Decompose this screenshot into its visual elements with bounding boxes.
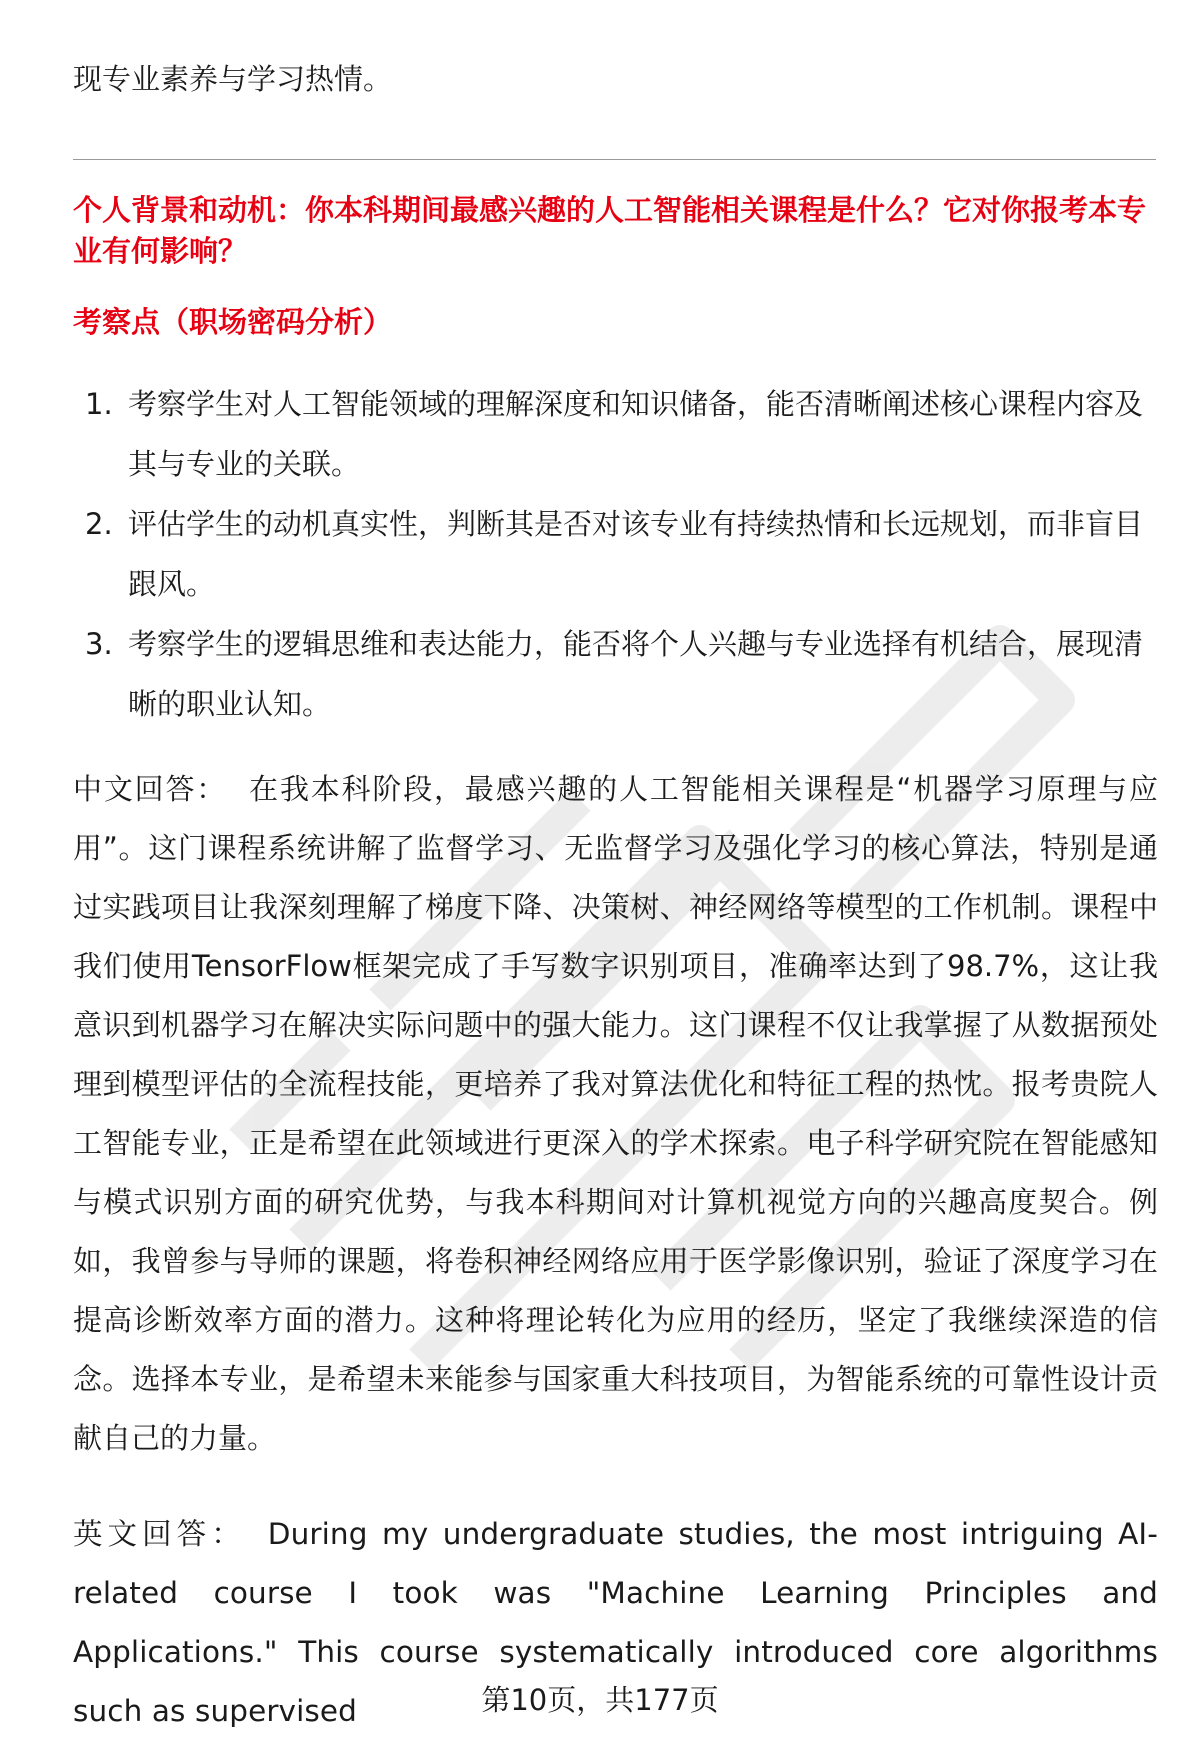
exam-points-list bbox=[73, 374, 1158, 734]
list-item-text: 考察学生的逻辑思维和表达能力，能否将个人兴趣与专业选择有机结合，展现清晰的职业认知。 bbox=[128, 627, 1144, 721]
section-divider bbox=[73, 159, 1156, 160]
chinese-answer-text: 在我本科阶段，最感兴趣的人工智能相关课程是“机器学习原理与应用”。这门课程系统讲解了监督学习、无监督学习及强化学习的核心算法，特别是通过实践项目让我深刻理解了梯度下降、决策树、神经网络等模型的工作机制。课程中我们使用TensorFlow框架完成了手写数字识别项目，准确率达到了98.7%，这让我意识到机器学习在解决实际问题中的强大能力。这门课程不仅让我掌握了从数据预处理到模型评估的全流程技能，更培养了我对算法优化和特征工程的热忱。报考贵院人工智能专业，正是希望在此领域进行更深入的学术探索。电子科学研究院在智能感知与模式识别方面的研究优势，与我本科期间对计算机视觉方向的兴趣高度契合。例如，我曾参与导师的课题，将卷积神经网络应用于医学影像识别，验证了深度学习在提高诊断效率方面的潜力。这种将理论转化为应用的经历，坚定了我继续深造的信念。选择本专业，是希望未来能参与国家重大科技项目，为智能系统的可靠性设计贡献自己的力量。 bbox=[73, 772, 1158, 1455]
list-item bbox=[73, 614, 1158, 734]
exam-points-heading: 考察点（职场密码分析） bbox=[73, 305, 393, 339]
list-item-text: 评估学生的动机真实性，判断其是否对该专业有持续热情和长远规划，而非盲目跟风。 bbox=[128, 507, 1144, 601]
list-item bbox=[73, 374, 1158, 494]
list-item-text: 考察学生对人工智能领域的理解深度和知识储备，能否清晰阐述核心课程内容及其与专业的关联。 bbox=[128, 387, 1144, 481]
list-item-number: 1. bbox=[85, 387, 113, 421]
question-heading: 个人背景和动机：你本科期间最感兴趣的人工智能相关课程是什么？它对你报考本专业有何影响？ bbox=[73, 193, 1147, 268]
chinese-answer-label: 中文回答： bbox=[73, 772, 228, 806]
list-item-number: 2. bbox=[85, 507, 113, 541]
english-answer-label: 英文回答： bbox=[73, 1517, 246, 1551]
chinese-answer bbox=[73, 760, 1158, 1468]
list-item-number: 3. bbox=[85, 627, 113, 661]
list-item bbox=[73, 494, 1158, 614]
english-answer-text: During my undergraduate studies, the most intriguing AI-related course I took was "Machine Learning Principles and Applications." This course systematically introduced core algorithms such as supervised bbox=[73, 1517, 1158, 1728]
top-paragraph-continuation: 现专业素养与学习热情。 bbox=[73, 62, 393, 96]
page-number-footer: 第10页，共177页 bbox=[481, 1683, 719, 1717]
